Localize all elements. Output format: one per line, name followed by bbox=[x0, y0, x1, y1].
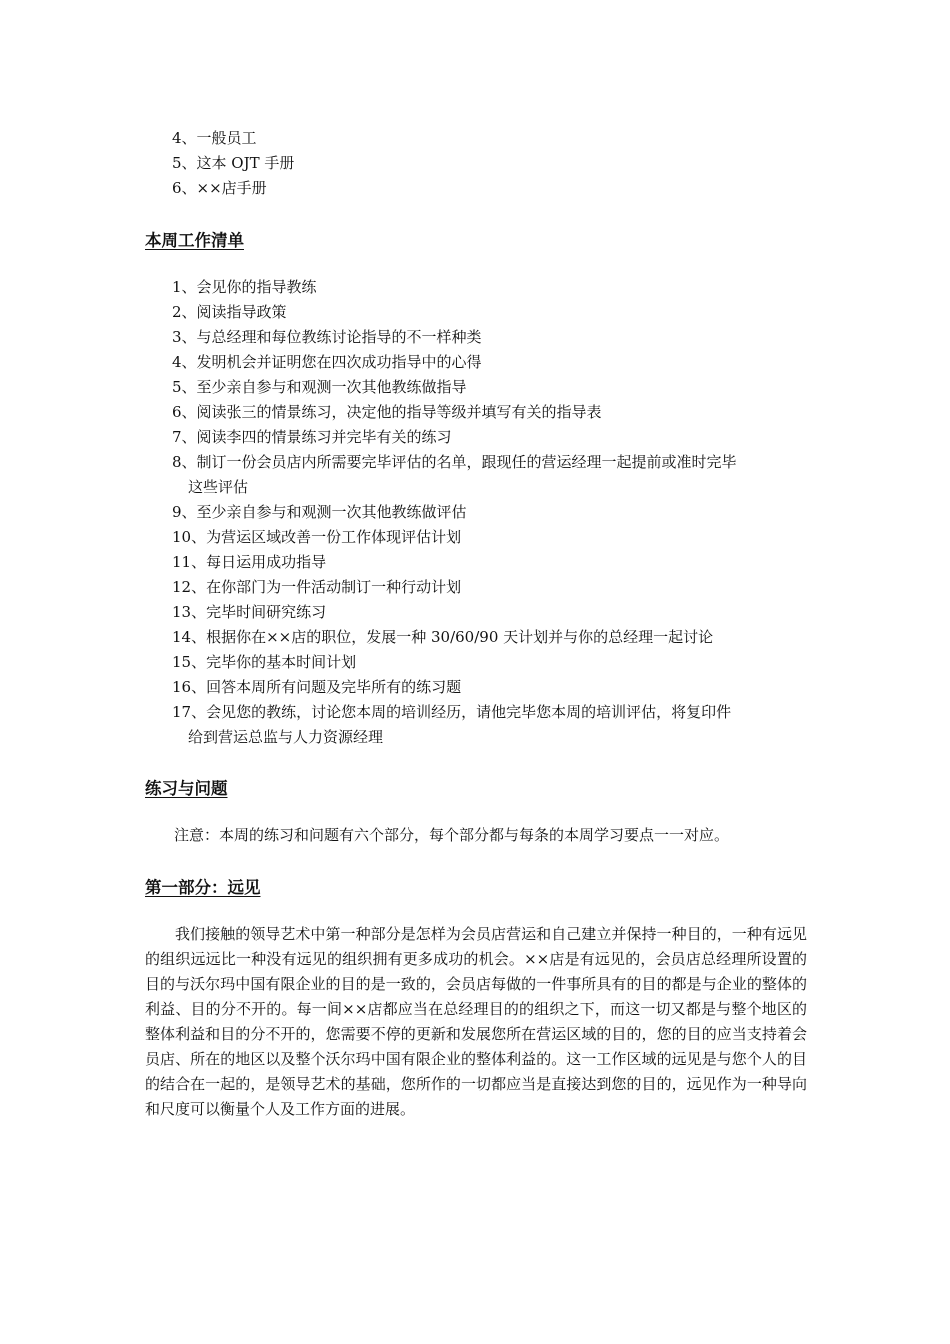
task-text: 11、每日运用成功指导 bbox=[172, 553, 327, 571]
task-text-continuation: 这些评估 bbox=[188, 478, 249, 496]
task-text-continuation: 给到营运总监与人力资源经理 bbox=[188, 728, 384, 746]
task-item bbox=[172, 625, 812, 650]
weekly-task-list bbox=[172, 275, 812, 750]
task-item bbox=[172, 425, 812, 450]
task-item bbox=[172, 700, 812, 750]
task-text: 8、制订一份会员店内所需要完毕评估的名单，跟现任的营运经理一起提前或准时完毕 bbox=[172, 453, 737, 471]
exercises-note: 注意：本周的练习和问题有六个部分，每个部分都与每条的本周学习要点一一对应。 bbox=[174, 826, 730, 844]
task-text: 1、会见你的指导教练 bbox=[172, 278, 317, 296]
task-text: 9、至少亲自参与和观测一次其他教练做评估 bbox=[172, 503, 467, 521]
task-item bbox=[172, 575, 812, 600]
task-text: 4、发明机会并证明您在四次成功指导中的心得 bbox=[172, 353, 482, 371]
task-item bbox=[172, 325, 812, 350]
task-item bbox=[172, 675, 812, 700]
task-item bbox=[172, 500, 812, 525]
task-item bbox=[172, 350, 812, 375]
task-item bbox=[172, 550, 812, 575]
vision-paragraph: 我们接触的领导艺术中第一种部分是怎样为会员店营运和自己建立并保持一种目的，一种有远见的组织远远比一种没有远见的组织拥有更多成功的机会。××店是有远见的，会员店总经理所设置的目的与沃尔玛中国有限企业的目的是一致的，会员店每做的一件事所具有的目的都是与企业的整体的利益、目的分不开的。每一间××店都应当在总经理目的的组织之下，而这一切又都是与整个地区的整体利益和目的分不开的，您需要不停的更新和发展您所在营运区域的目的，您的目的应当支持着会员店、所在的地区以及整个沃尔玛中国有限企业的整体利益的。这一工作区域的远见是与您个人的目的结合在一起的，是领导艺术的基础，您所作的一切都应当是直接达到您的目的，远见作为一种导向和尺度可以衡量个人及工作方面的进展。 bbox=[145, 925, 807, 1118]
task-item bbox=[172, 525, 812, 550]
task-item bbox=[172, 300, 812, 325]
task-item bbox=[172, 375, 812, 400]
task-item bbox=[172, 600, 812, 625]
task-text: 12、在你部门为一件活动制订一种行动计划 bbox=[172, 578, 462, 596]
task-text: 2、阅读指导政策 bbox=[172, 303, 287, 321]
intro-list bbox=[172, 126, 294, 201]
task-text: 15、完毕你的基本时间计划 bbox=[172, 653, 357, 671]
task-item bbox=[172, 400, 812, 425]
task-text: 14、根据你在××店的职位，发展一种 30/60/90 天计划并与你的总经理一起讨论 bbox=[172, 628, 714, 646]
section-heading-part1-vision: 第一部分：远见 bbox=[145, 878, 261, 897]
task-text: 17、会见您的教练，讨论您本周的培训经历，请他完毕您本周的培训评估，将复印件 bbox=[172, 703, 732, 721]
task-text: 10、为营运区域改善一份工作体现评估计划 bbox=[172, 528, 462, 546]
task-item bbox=[172, 275, 812, 300]
task-text: 13、完毕时间研究练习 bbox=[172, 603, 327, 621]
section-heading-exercises: 练习与问题 bbox=[145, 779, 228, 798]
task-item bbox=[172, 650, 812, 675]
list-item: 4、一般员工 bbox=[172, 129, 257, 147]
task-text: 3、与总经理和每位教练讨论指导的不一样种类 bbox=[172, 328, 482, 346]
task-text: 5、至少亲自参与和观测一次其他教练做指导 bbox=[172, 378, 467, 396]
task-text: 6、阅读张三的情景练习，决定他的指导等级并填写有关的指导表 bbox=[172, 403, 602, 421]
task-text: 7、阅读李四的情景练习并完毕有关的练习 bbox=[172, 428, 452, 446]
list-item: 6、××店手册 bbox=[172, 179, 267, 197]
list-item: 5、这本 OJT 手册 bbox=[172, 154, 295, 172]
task-text: 16、回答本周所有问题及完毕所有的练习题 bbox=[172, 678, 462, 696]
task-item bbox=[172, 450, 812, 500]
section-heading-weekly-tasks: 本周工作清单 bbox=[145, 231, 244, 250]
